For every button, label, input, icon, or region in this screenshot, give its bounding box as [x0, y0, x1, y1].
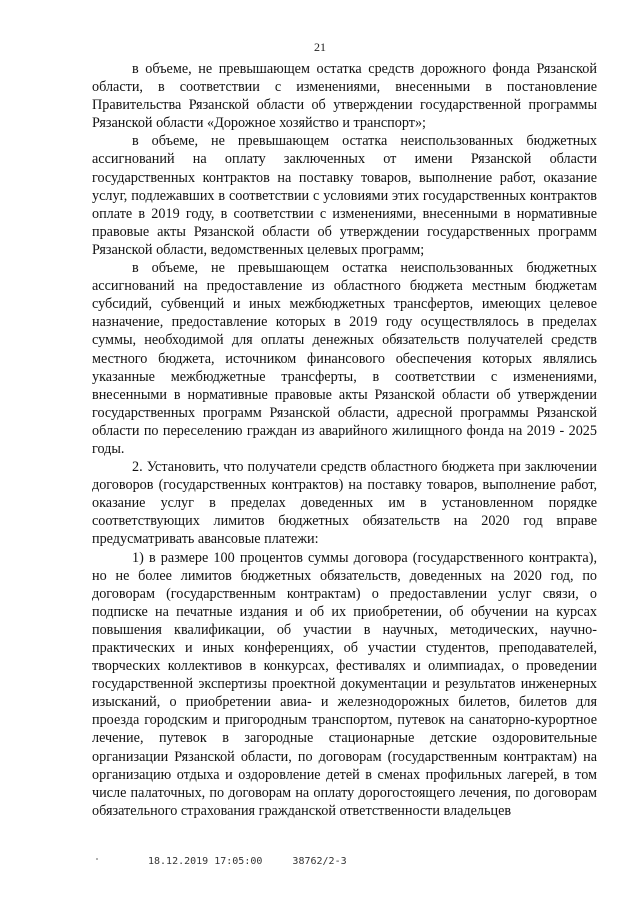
paragraph-state-contracts: в объеме, не превышающем остатка неиспользованных бюджетных ассигнований на оплату заключенных от имени Рязанской области государственных контрактов на поставку товаров, выполнение работ, оказание услуг, подлежавших в соответствии с условиями этих государственных контрактов оплате в 2019 году, в соответствии с изменениями, внесенными в нормативные правовые акты Рязанской области об утверждении государственных программ Рязанской области, ведомственных целевых программ;	[92, 133, 597, 258]
paragraph-clause-2-item-1: 1) в размере 100 процентов суммы договора (государственного контракта), но не более лимитов бюджетных обязательств, доведенных на 2020 год, по договорам (государственным контрактам) о предоставлении услуг связи, о подписке на печатные издания и об их приобретении, об обучении на курсах повышения квалификации, об участии в научных, методических, научно-практических и иных конференциях, об участии студентов, преподавателей, творческих коллективов в конкурсах, фестивалях и олимпиадах, о проведении государственной экспертизы проектной документации и результатов инженерных изысканий, о приобретении авиа- и железнодорожных билетов, билетов для проезда городским и пригородным транспортом, путевок на санаторно-курортное лечение, путевок в загородные стационарные детские оздоровительные организации Рязанской области, по договорам (государственным контрактам) на организацию отдыха и оздоровление детей в сменах профильных лагерей, в том числе палаточных, по договорам на оплату дорогостоящего лечения, по договорам обязательного страхования гражданской ответственности владельцев	[92, 549, 597, 819]
document-body	[92, 60, 597, 820]
scan-mark	[96, 858, 98, 860]
page-number: 21	[314, 40, 326, 54]
paragraph-interbudget-transfers: в объеме, не превышающем остатка неиспользованных бюджетных ассигнований на предоставление из областного бюджета местным бюджетам субсидий, субвенций и иных межбюджетных трансфертов, имеющих целевое назначение, предоставление которых в 2019 году осуществлялось в пределах суммы, необходимой для оплаты денежных обязательств получателей средств местного бюджета, источником финансового обеспечения которых являлись указанные межбюджетные трансферты, в соответствии с изменениями, внесенными в нормативные правовые акты Рязанской области об утверждении государственных программ Рязанской области, адресной программы Рязанской области по переселению граждан из аварийного жилищного фонда на 2019 - 2025 годы.	[92, 260, 597, 457]
paragraph-road-fund: в объеме, не превышающем остатка средств дорожного фонда Рязанской области, в соответствии с изменениями, внесенными в постановление Правительства Рязанской области об утверждении государственной программы Рязанской области «Дорожное хозяйство и транспорт»;	[92, 61, 597, 132]
page-footer	[148, 856, 347, 867]
footer-timestamp: 18.12.2019 17:05:00	[148, 856, 263, 867]
footer-doc-id: 38762/2-3	[292, 856, 347, 867]
paragraph-clause-2: 2. Установить, что получатели средств областного бюджета при заключении договоров (государственных контрактов) на поставку товаров, выполнение работ, оказание услуг в пределах доведенных им в установленном порядке соответствующих лимитов бюджетных обязательств на 2020 год вправе предусматривать авансовые платежи:	[92, 459, 597, 548]
